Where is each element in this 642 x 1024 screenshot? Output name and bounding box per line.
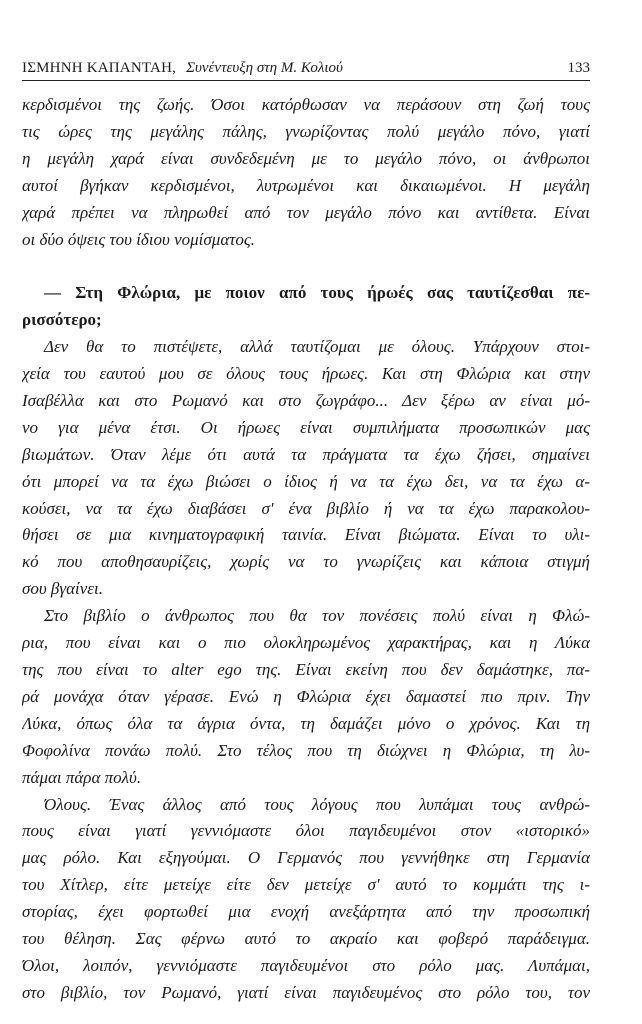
text-line: νο για μένα έτσι. Οι ήρωες είναι συμπιλήματα προσωπικών μας	[22, 417, 590, 437]
running-header	[22, 58, 590, 81]
text-line: Όλοι, λοιπόν, γεννιόμαστε παγιδευμένοι στο ρόλο μας. Λυπάμαι,	[22, 955, 590, 975]
paragraph-4	[22, 792, 590, 1007]
text-line: βιωμάτων. Όταν λέμε ότι αυτά τα πράγματα τα έχω ζήσει, σημαίνει	[22, 444, 590, 464]
text-line: κούσει, να τα έχω διαβάσει σ' ένα βιβλίο ή να τα έχω παρακολου-	[22, 498, 590, 518]
text-line: σου βγαίνει.	[22, 579, 103, 599]
text-line: του θέληση. Σας φέρνω αυτό το ακραίο και φοβερό παράδειγμα.	[22, 929, 590, 949]
question-line: ρισσότερο;	[22, 310, 102, 330]
interview-question	[22, 280, 590, 334]
text-line: του Χίτλερ, είτε μετείχε είτε δεν μετείχε σ' αυτό το κομμάτι της ι-	[22, 875, 590, 895]
paragraph-gap	[22, 253, 590, 280]
text-line: η μεγάλη χαρά είναι συνδεδεμένη με το μεγάλο πόνο, οι άνθρωποι	[22, 148, 590, 168]
text-line: οι δύο όψεις του ίδιου νομίσματος.	[22, 229, 255, 249]
header-author: ΙΣΜΗΝΗ ΚΑΠΑΝΤΑΗ,	[22, 60, 177, 76]
text-line: κερδισμένοι της ζωής. Όσοι κατόρθωσαν να περάσουν στη ζωή τους	[22, 95, 590, 114]
text-line: στορίας, έχει φορτωθεί μια ενοχή ανεξάρτητα από την προσωπική	[22, 902, 590, 922]
text-line: πους είναι γιατί γεννιόμαστε όλοι παγιδευμένοι στον «ιστορικό»	[22, 821, 590, 841]
text-line: ρά μονάχα όταν γέρασε. Ενώ η Φλώρια έχει δαμαστεί πιο πριν. Την	[22, 686, 590, 706]
text-line: Φοφολίνα πονάω πολύ. Στο τέλος που τη διώχνει η Φλώρια, τη λυ-	[22, 740, 590, 760]
text-line: χαρά πρέπει να πληρωθεί από τον μεγάλο πόνο και αντίθετα. Είναι	[22, 202, 590, 222]
text-line: αυτοί βγήκαν κερδισμένοι, λυτρωμένοι και δικαιωμένοι. Η μεγάλη	[22, 175, 590, 195]
paragraph-3	[22, 603, 590, 791]
text-line: Δεν θα το πιστέψετε, αλλά ταυτίζομαι με όλους. Υπάρχουν στοι-	[44, 337, 590, 357]
text-line: Στο βιβλίο ο άνθρωπος που θα τον πονέσεις πολύ είναι η Φλώ-	[44, 606, 590, 626]
page-number: 133	[567, 60, 590, 76]
text-line: Όλους. Ένας άλλος από τους λόγους που λυπάμαι τους ανθρώ-	[44, 794, 590, 814]
text-line: Λύκα, όπως όλα τα άγρια όντα, τη δαμάζει μόνο ο χρόνος. Και τη	[22, 713, 590, 733]
question-line: — Στη Φλώρια, με ποιον από τους ήρωές σας ταυτίζεσθαι πε-	[44, 283, 590, 303]
text-line: της που είναι το alter ego της. Είναι εκείνη που δεν δαμάστηκε, πα-	[22, 660, 590, 680]
text-line: Ισαβέλλα και στο Ρωμανό και στο ζωγράφο... Δεν ξέρω αν είναι μό-	[22, 390, 590, 410]
text-line: χεία του εαυτού μου σε όλους τους ήρωες. Και στη Φλώρια και στην	[22, 364, 590, 384]
text-line: θήσει σε μια κινηματογραφική ταινία. Είναι βιώματα. Είναι το υλι-	[22, 525, 590, 545]
text-line: ότι μπορεί να τα έχω βιώσει ο ίδιος ή να τα έχω δει, να τα έχω α-	[22, 471, 590, 491]
text-line: ρια, που είναι και ο πιο ολοκληρωμένος χαρακτήρας, και η Λύκα	[22, 633, 590, 653]
paragraph-2	[22, 334, 590, 603]
text-line: τις ώρες της μεγάλης πάλης, γνωρίζοντας πολύ μεγάλο πόνο, γιατί	[22, 121, 590, 141]
text-line: κό που αποθησαυρίζεις, χωρίς να το γνωρίζεις και κάποια στιγμή	[22, 552, 590, 572]
page-body	[22, 92, 590, 1007]
text-line: πάμαι πάρα πολύ.	[22, 767, 142, 787]
header-subtitle: Συνέντευξη στη Μ. Κολιού	[186, 60, 343, 76]
text-line: μας ρόλο. Και εξηγούμαι. Ο Γερμανός που γεννήθηκε στη Γερμανία	[22, 848, 590, 868]
text-line: στο βιβλίο, τον Ρωμανό, γιατί είναι παγιδευμένος στο ρόλο του, τον	[22, 982, 590, 1002]
paragraph-1	[22, 92, 590, 253]
